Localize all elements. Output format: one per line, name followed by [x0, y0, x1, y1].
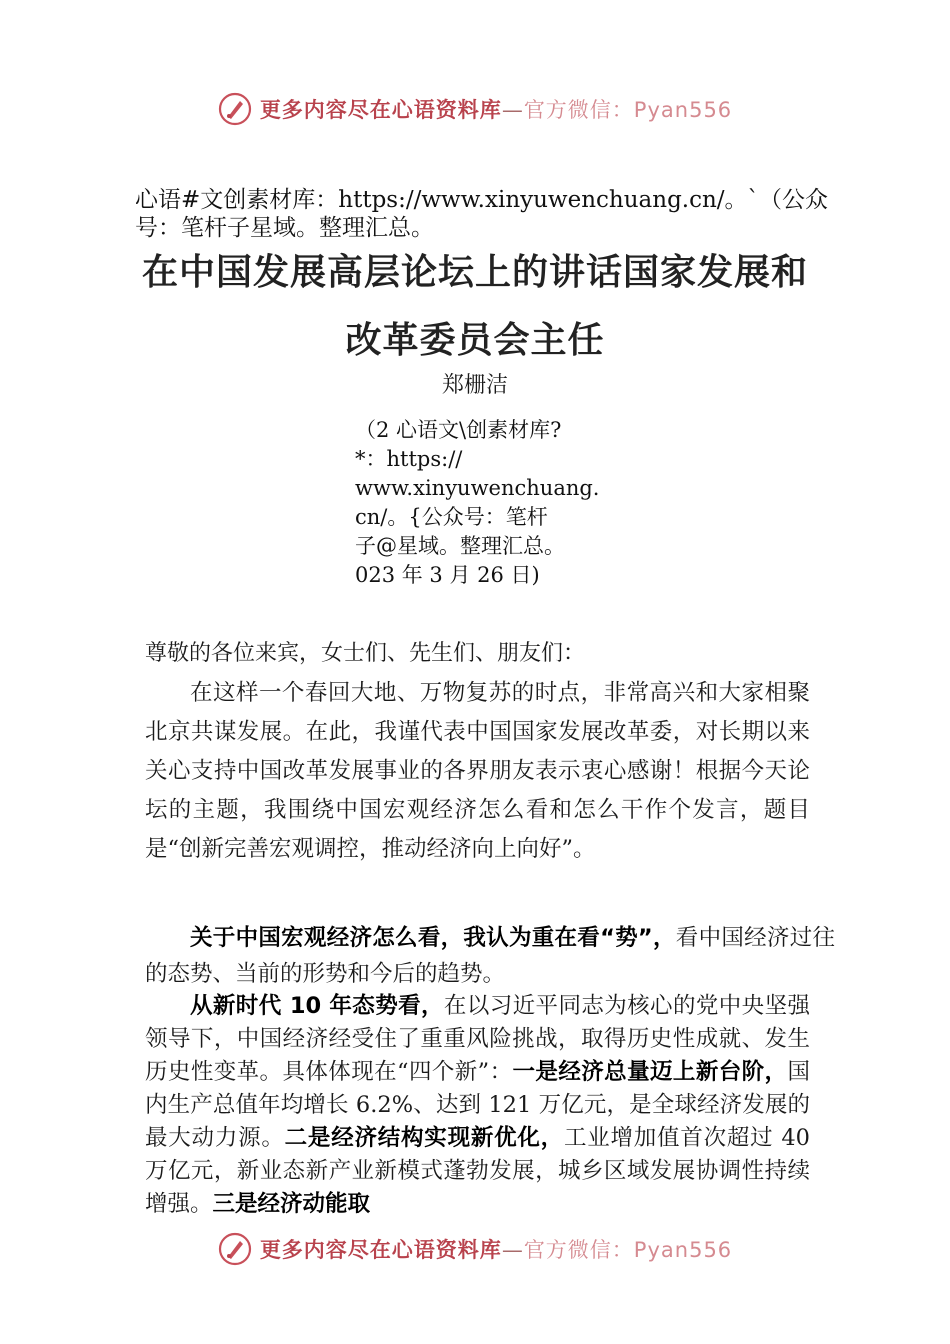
date-block-line: （2 心语文\创素材库?	[355, 418, 562, 442]
paragraph-3	[145, 990, 810, 1221]
paragraph-3-bold-4: 三是经济动能取	[212, 1191, 371, 1217]
date-block	[355, 416, 615, 590]
date-block-line: 子@星域。整理汇总。	[355, 534, 565, 558]
paragraph-3-bold-1: 从新时代 10 年态势看，	[190, 993, 444, 1019]
paragraph-3-bold-3: 二是经济结构实现新优化，	[284, 1125, 564, 1151]
header-banner	[0, 92, 950, 126]
banner-text	[260, 1234, 732, 1264]
paragraph-3-bold-2: 一是经济总量迈上新台阶，	[512, 1059, 788, 1085]
banner-separator: —	[501, 98, 524, 122]
banner-brand: 更多内容尽在心语资料库	[259, 98, 502, 122]
paragraph-2-text: 看中国经济过往的态势、当前的形势和今后的趋势。	[145, 925, 835, 987]
banner-separator: —	[501, 1238, 524, 1262]
date-block-line: cn/。{公众号：笔杆	[355, 505, 548, 529]
banner-wechat: 官方微信：Pyan556	[523, 1238, 733, 1262]
date-block-line: www.xinyuwenchuang.	[355, 476, 600, 500]
banner-text	[260, 94, 732, 124]
paragraph-3-text-1: 在以习近平同志为核心的党中央坚强领导下，中国经济经受住了重重风险挑战，取得历史性成就、发生历史性变革。具体体现在“四个新”：	[145, 993, 810, 1085]
source-line: 心语#文创素材库：https://www.xinyuwenchuang.cn/。`（公众号：笔杆子星域。整理汇总。	[135, 187, 829, 241]
paragraph-1: 在这样一个春回大地、万物复苏的时点，非常高兴和大家相聚北京共谋发展。在此，我谨代表中国国家发展改革委，对长期以来关心支持中国改革发展事业的各界朋友表示衷心感谢！根据今天论坛的主题，我围绕中国宏观经济怎么看和怎么干作个发言，题目是“创新完善宏观调控，推动经济向上向好”。	[145, 680, 810, 862]
quill-logo-icon	[218, 92, 252, 126]
banner-wechat: 官方微信：Pyan556	[523, 98, 733, 122]
document-title-line2: 改革委员会主任	[345, 319, 605, 361]
banner-brand: 更多内容尽在心语资料库	[259, 1238, 502, 1262]
document-title-line1: 在中国发展高层论坛上的讲话国家发展和	[141, 251, 808, 293]
salutation: 尊敬的各位来宾，女士们、先生们、朋友们：	[145, 641, 586, 666]
date-block-line: *：https://	[355, 447, 463, 471]
footer-banner	[0, 1232, 950, 1266]
paragraph-3-text-2: 国内生产总值年均增长 6.2%、达到 121 万亿元，是全球经济发展的最大动力源。	[145, 1059, 810, 1151]
paragraph-2	[145, 920, 835, 992]
quill-logo-icon	[218, 1232, 252, 1266]
paragraph-3-text-3: 工业增加值首次超过 40 万亿元，新业态新产业新模式蓬勃发展，城乡区域发展协调性持续增强。	[145, 1125, 810, 1217]
paragraph-2-bold: 关于中国宏观经济怎么看，我认为重在看“势”，	[190, 925, 676, 951]
author: 郑栅洁	[441, 373, 508, 398]
date-block-line: 023 年 3 月 26 日)	[355, 563, 540, 587]
